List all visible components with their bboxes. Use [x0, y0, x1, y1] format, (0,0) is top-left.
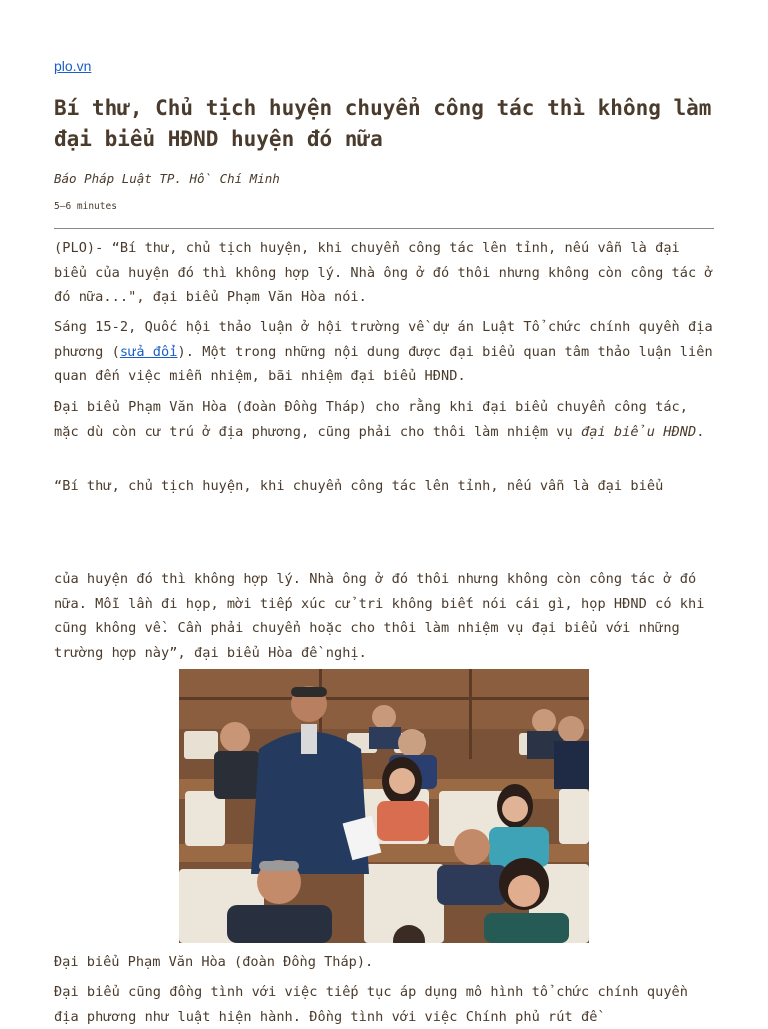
- paragraph-3: [54, 395, 714, 444]
- paragraph-3-text-b: .: [696, 423, 705, 440]
- paragraph-4: “Bí thư, chủ tịch huyện, khi chuyển công tác lên tỉnh, nếu vẫn là đại biểu: [54, 478, 664, 494]
- paragraph-5: của huyện đó thì không hợp lý. Nhà ông ở đó thôi nhưng không còn công tác ở đó nữa. Mỗi lần đi họp, mời tiếp xúc cử tri không biết nói cái gì, họp HĐND có khi cũng không về. Cần phải chuyển hoặc cho thôi làm nhiệm vụ đại biểu với những trường hợp này”, đại biểu Hòa đề nghị.: [54, 571, 705, 661]
- paragraph-2-text-b: ). Một trong những nội dung được đại biểu quan tâm thảo luận liên quan đến việc miễn nhiệm, bãi nhiệm đại biểu HĐND.: [54, 343, 713, 385]
- photo-caption: Đại biểu Phạm Văn Hòa (đoàn Đồng Tháp).: [54, 954, 374, 970]
- source-link[interactable]: plo.vn: [54, 58, 92, 74]
- read-time: 5–6 minutes: [54, 201, 117, 212]
- paragraph-3-emphasis: đại biểu HĐND: [580, 423, 697, 440]
- article-title: Bí thư, Chủ tịch huyện chuyển công tác thì không làm đại biểu HĐND huyện đó nữa: [54, 96, 712, 151]
- link-sua-doi[interactable]: sửa đổi: [119, 343, 178, 360]
- paragraph-2: [54, 315, 714, 389]
- paragraph-6: Đại biểu cũng đồng tình với việc tiếp tục áp dụng mô hình tổ chức chính quyền địa phương như luật hiện hành. Đồng tình với việc Chính phủ rút đề: [54, 984, 689, 1025]
- divider: [54, 228, 714, 229]
- paragraph-3-text-a: Đại biểu Phạm Văn Hòa (đoàn Đồng Tháp) cho rằng khi đại biểu chuyển công tác, mặc dù còn cư trú ở địa phương, cũng phải cho thôi làm nhiệm vụ: [54, 399, 689, 440]
- publisher-name: Báo Pháp Luật TP. Hồ Chí Minh: [54, 171, 280, 186]
- article-photo: [179, 669, 589, 943]
- paragraph-2-text-a: Sáng 15-2, Quốc hội thảo luận ở hội trường về dự án Luật Tổ chức chính quyền địa phương (: [54, 319, 713, 360]
- paragraph-lead: (PLO)- “Bí thư, chủ tịch huyện, khi chuyển công tác lên tỉnh, nếu vẫn là đại biểu của huyện đó thì không hợp lý. Nhà ông ở đó thôi nhưng không còn công tác ở đó nữa...", đại biểu Phạm Văn Hòa nói.: [54, 240, 713, 306]
